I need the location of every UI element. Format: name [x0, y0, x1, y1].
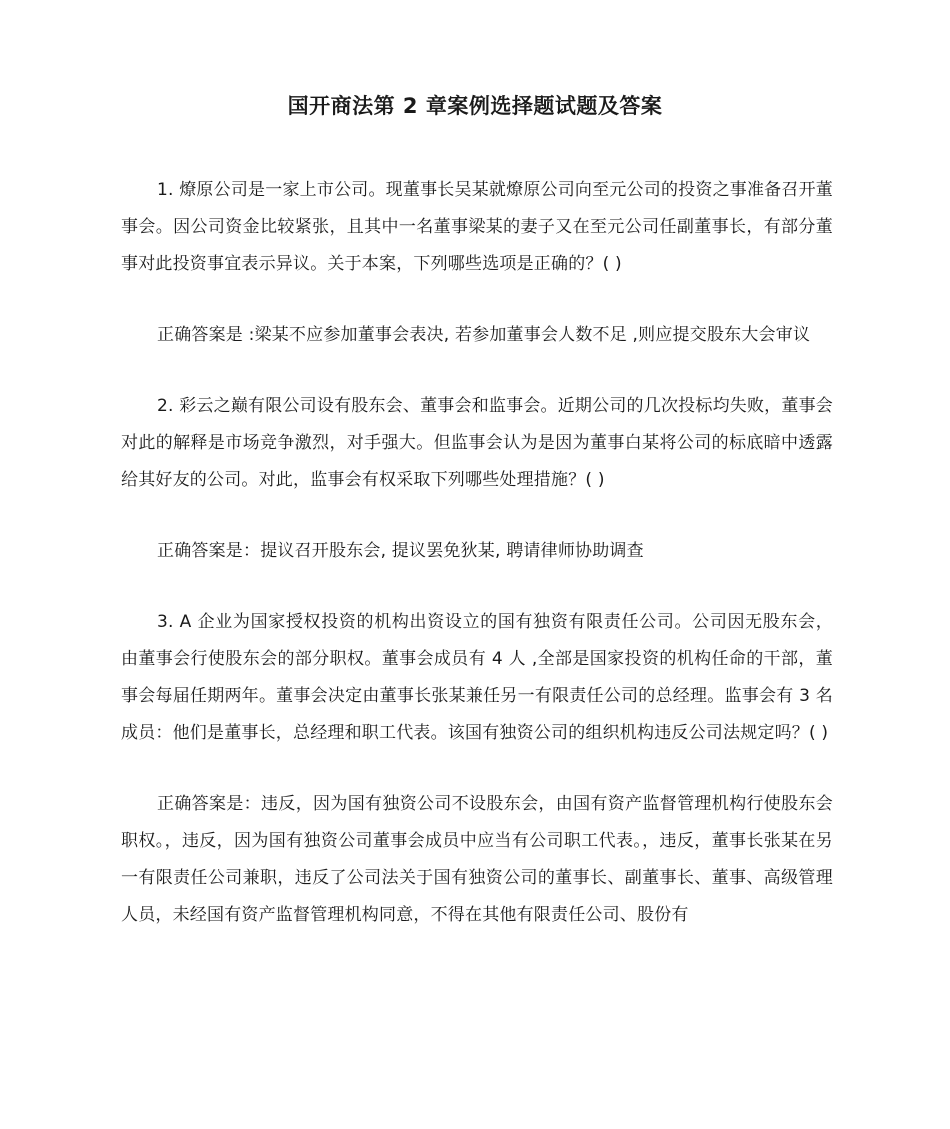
question-2-paragraph: 2. 彩云之巅有限公司设有股东会、董事会和监事会。近期公司的几次投标均失败，董事会对此的解释是市场竞争激烈，对手强大。但监事会认为是因为董事白某将公司的标底暗中透露给其好友的公司。对此，监事会有权采取下列哪些处理措施？( ) [121, 396, 833, 490]
answer-2-paragraph: 正确答案是：提议召开股东会, 提议罢免狄某, 聘请律师协助调查 [157, 541, 644, 561]
document-title: 国开商法第 2 章案例选择题试题及答案 [287, 94, 663, 118]
question-1-paragraph: 1. 燎原公司是一家上市公司。现董事长吴某就燎原公司向至元公司的投资之事准备召开董事会。因公司资金比较紧张，且其中一名董事梁某的妻子又在至元公司任副董事长，有部分董事对此投资事宜表示异议。关于本案，下列哪些选项是正确的？( ) [121, 180, 833, 274]
answer-1-paragraph: 正确答案是 :梁某不应参加董事会表决, 若参加董事会人数不足 ,则应提交股东大会审议 [157, 325, 811, 345]
question-3-paragraph: 3. A 企业为国家授权投资的机构出资设立的国有独资有限责任公司。公司因无股东会，由董事会行使股东会的部分职权。董事会成员有 4 人 ,全部是国家投资的机构任命的干部，董事会每届任期两年。董事会决定由董事长张某兼任另一有限责任公司的总经理。监事会有 3 名成员：他们是董事长，总经理和职工代表。该国有独资公司的组织机构违反公司法规定吗？( ) [121, 612, 833, 743]
answer-3-paragraph: 正确答案是：违反，因为国有独资公司不设股东会，由国有资产监督管理机构行使股东会职权。，违反，因为国有独资公司董事会成员中应当有公司职工代表。，违反，董事长张某在另一有限责任公司兼职，违反了公司法关于国有独资公司的董事长、副董事长、董事、高级管理人员，未经国有资产监督管理机构同意，不得在其他有限责任公司、股份有 [121, 794, 833, 925]
document-body [121, 172, 833, 968]
